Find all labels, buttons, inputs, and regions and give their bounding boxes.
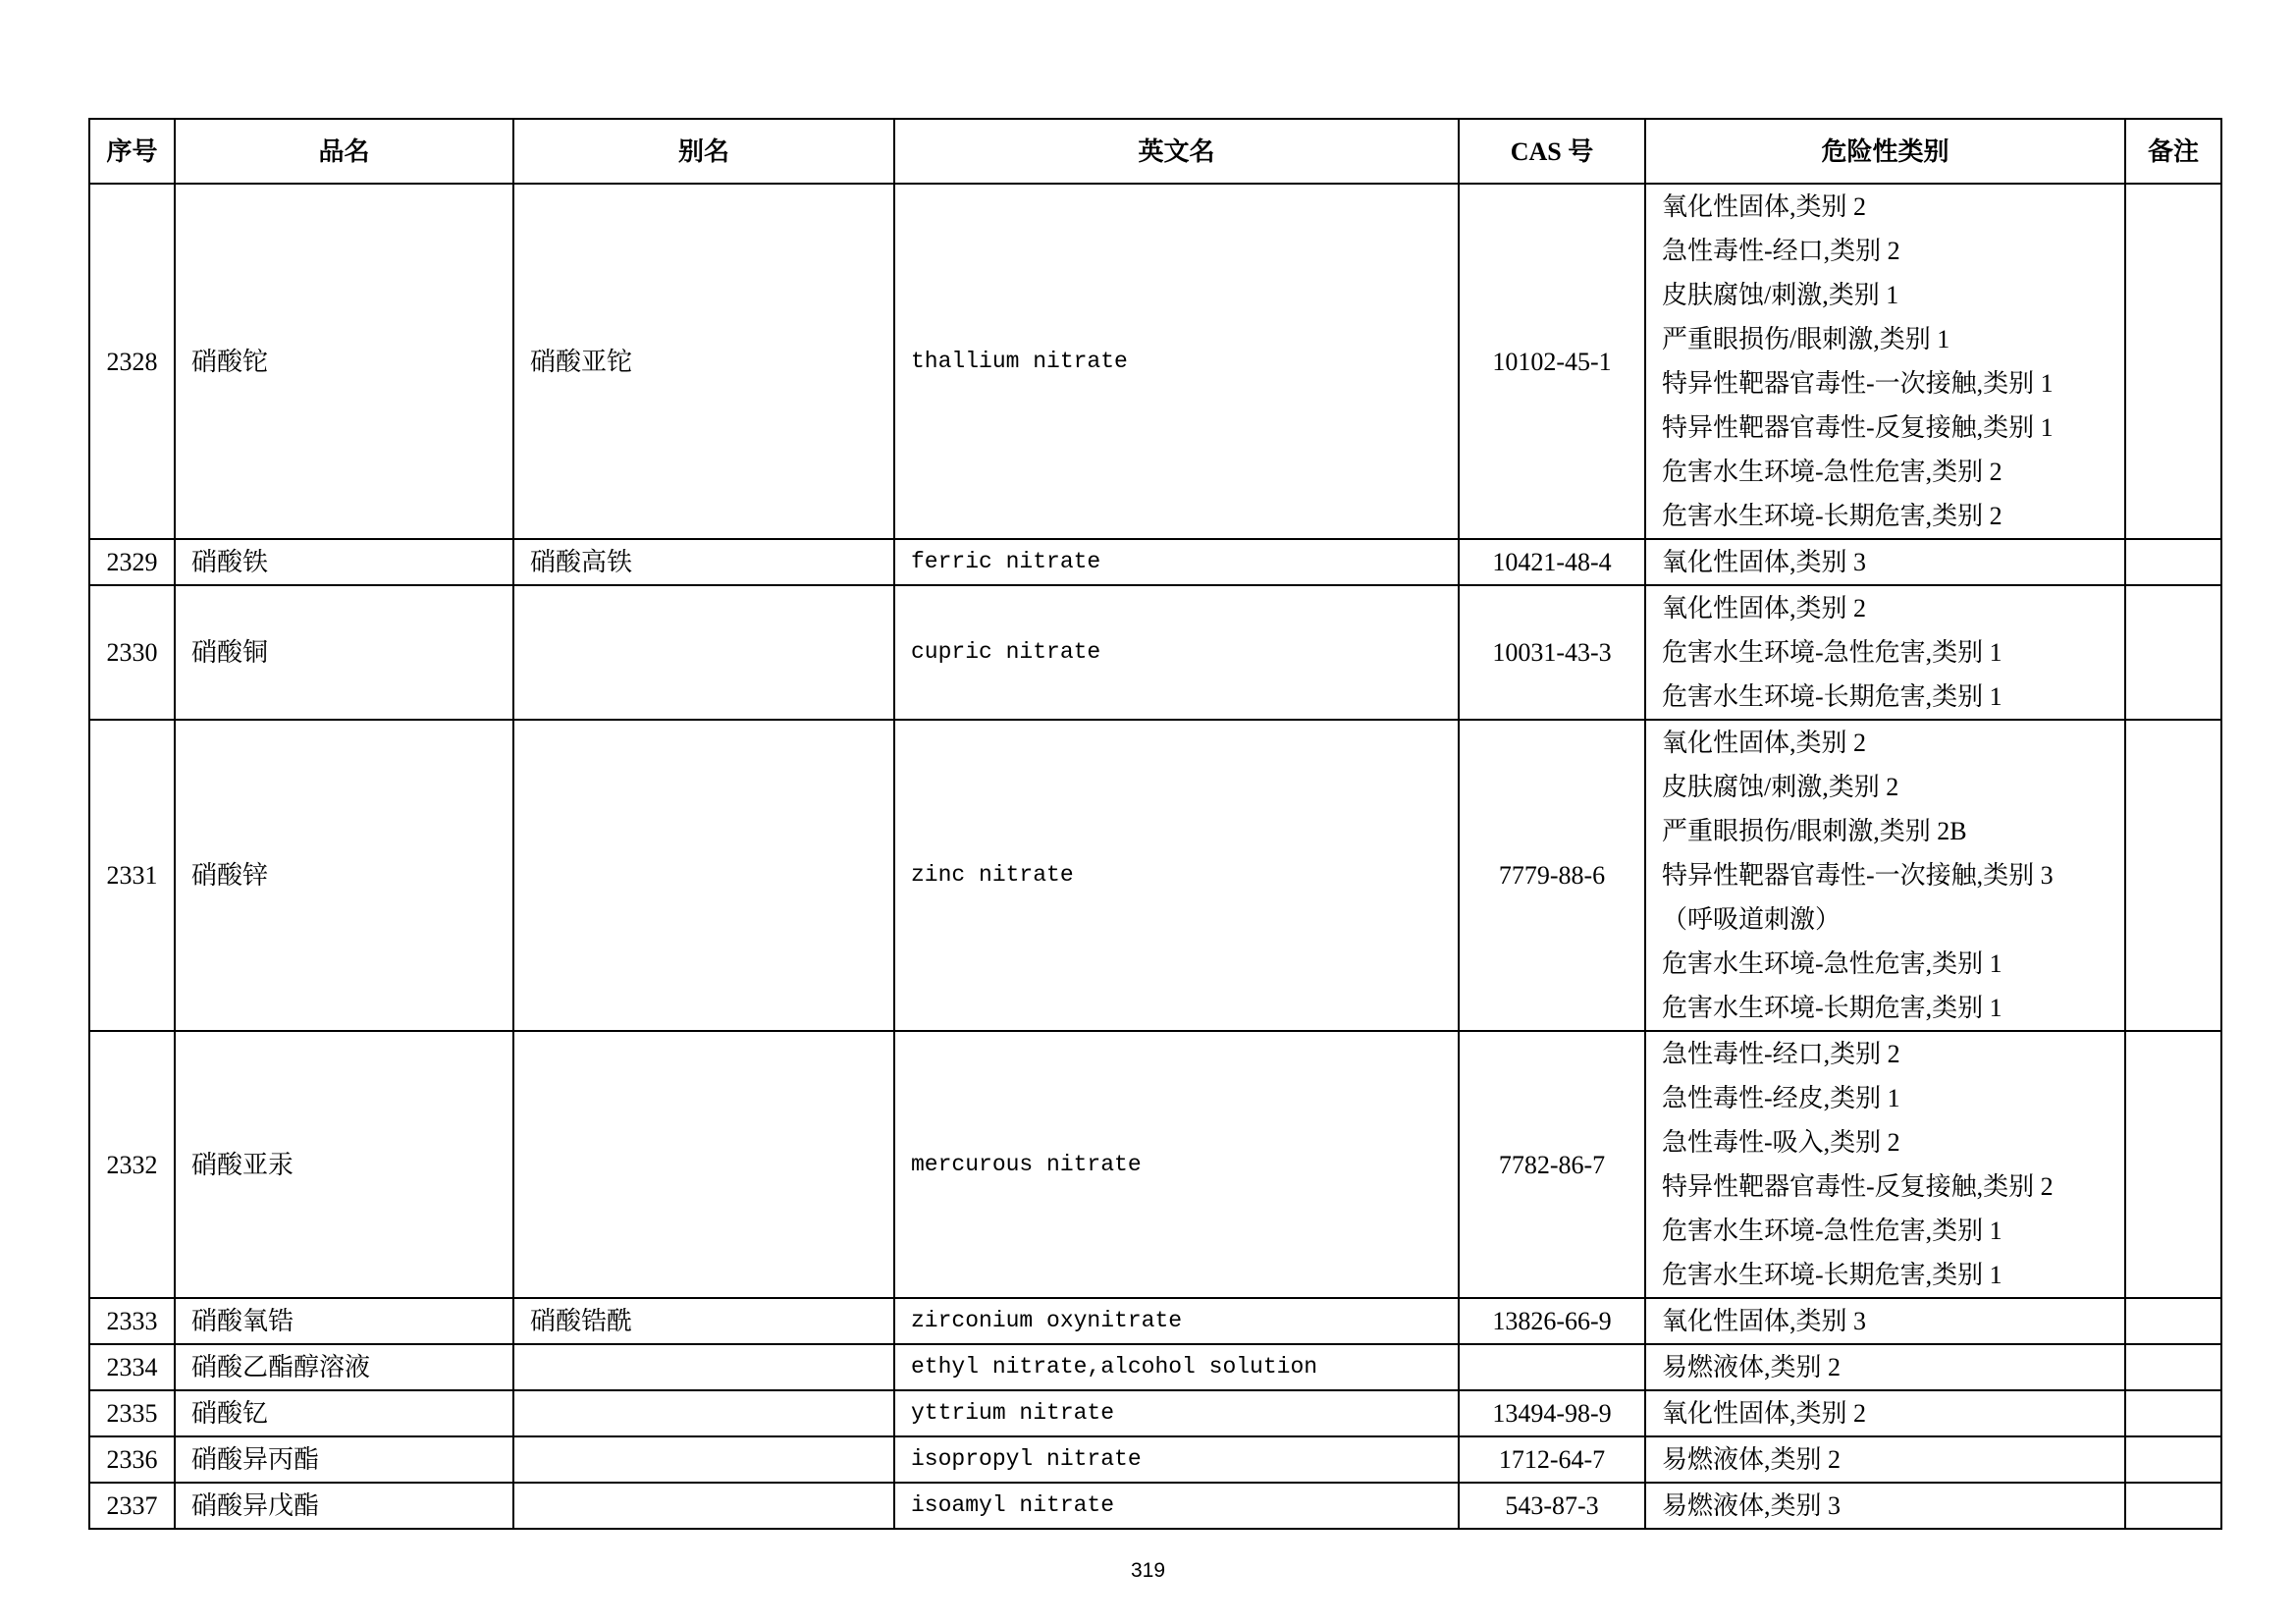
alias-cell <box>513 1436 894 1483</box>
name-cell: 硝酸乙酯醇溶液 <box>175 1344 513 1390</box>
hazard-item: 急性毒性-经口,类别 2 <box>1662 1040 1900 1068</box>
hazard-cell <box>1645 1436 2125 1483</box>
table-row <box>89 1344 2221 1390</box>
alias-cell <box>513 1390 894 1436</box>
hazard-cell <box>1645 585 2125 720</box>
hazard-cell <box>1645 184 2125 539</box>
english-name-cell: isopropyl nitrate <box>894 1436 1459 1483</box>
english-name-cell: ethyl nitrate,alcohol solution <box>894 1344 1459 1390</box>
hazard-item: 易燃液体,类别 3 <box>1662 1491 1842 1520</box>
hazard-cell <box>1645 1390 2125 1436</box>
cas-cell: 543-87-3 <box>1459 1483 1645 1529</box>
remark-cell <box>2125 1344 2221 1390</box>
hazardous-chemicals-table <box>88 118 2222 1530</box>
seq-cell: 2335 <box>89 1390 175 1436</box>
hazard-item: 急性毒性-经口,类别 2 <box>1662 237 1900 265</box>
alias-cell: 硝酸锆酰 <box>513 1298 894 1344</box>
cas-cell: 7782-86-7 <box>1459 1031 1645 1298</box>
header-cas: CAS 号 <box>1459 119 1645 184</box>
remark-cell <box>2125 539 2221 585</box>
name-cell: 硝酸异丙酯 <box>175 1436 513 1483</box>
table-row <box>89 585 2221 720</box>
alias-cell <box>513 585 894 720</box>
hazard-item: 易燃液体,类别 2 <box>1662 1445 1842 1474</box>
alias-cell <box>513 1483 894 1529</box>
table-row <box>89 1031 2221 1298</box>
hazard-item: 氧化性固体,类别 2 <box>1662 1399 1867 1428</box>
remark-cell <box>2125 1483 2221 1529</box>
table-row <box>89 1436 2221 1483</box>
hazard-item: 氧化性固体,类别 2 <box>1662 594 1867 623</box>
hazard-item: 氧化性固体,类别 2 <box>1662 729 1867 757</box>
remark-cell <box>2125 720 2221 1031</box>
table-row <box>89 184 2221 539</box>
hazard-cell <box>1645 1298 2125 1344</box>
hazard-item: 严重眼损伤/眼刺激,类别 2B <box>1662 817 1967 845</box>
hazard-item: 特异性靶器官毒性-一次接触,类别 1 <box>1662 369 2054 398</box>
header-name: 品名 <box>175 119 513 184</box>
remark-cell <box>2125 1298 2221 1344</box>
hazard-item: 危害水生环境-长期危害,类别 1 <box>1662 1261 2002 1289</box>
hazard-item: 危害水生环境-长期危害,类别 1 <box>1662 994 2002 1022</box>
hazard-cell <box>1645 720 2125 1031</box>
cas-cell: 10102-45-1 <box>1459 184 1645 539</box>
english-name-cell: ferric nitrate <box>894 539 1459 585</box>
name-cell: 硝酸铁 <box>175 539 513 585</box>
english-name-cell: zinc nitrate <box>894 720 1459 1031</box>
hazard-item: 危害水生环境-急性危害,类别 1 <box>1662 949 2002 978</box>
name-cell: 硝酸氧锆 <box>175 1298 513 1344</box>
hazard-item: 氧化性固体,类别 2 <box>1662 192 1867 221</box>
seq-cell: 2331 <box>89 720 175 1031</box>
cas-cell: 13826-66-9 <box>1459 1298 1645 1344</box>
header-remark: 备注 <box>2125 119 2221 184</box>
name-cell: 硝酸铜 <box>175 585 513 720</box>
hazard-cell <box>1645 1344 2125 1390</box>
table-row <box>89 1483 2221 1529</box>
cas-cell: 7779-88-6 <box>1459 720 1645 1031</box>
english-name-cell: yttrium nitrate <box>894 1390 1459 1436</box>
english-name-cell: zirconium oxynitrate <box>894 1298 1459 1344</box>
seq-cell: 2337 <box>89 1483 175 1529</box>
hazard-item: 皮肤腐蚀/刺激,类别 2 <box>1662 773 1899 801</box>
name-cell: 硝酸异戊酯 <box>175 1483 513 1529</box>
name-cell: 硝酸钇 <box>175 1390 513 1436</box>
cas-cell: 10421-48-4 <box>1459 539 1645 585</box>
hazard-item: 氧化性固体,类别 3 <box>1662 1307 1867 1335</box>
hazard-item: 危害水生环境-急性危害,类别 1 <box>1662 1217 2002 1245</box>
english-name-cell: thallium nitrate <box>894 184 1459 539</box>
table-row <box>89 1390 2221 1436</box>
remark-cell <box>2125 585 2221 720</box>
header-hazard-class: 危险性类别 <box>1645 119 2125 184</box>
seq-cell: 2332 <box>89 1031 175 1298</box>
cas-cell: 13494-98-9 <box>1459 1390 1645 1436</box>
hazard-item: （呼吸道刺激） <box>1662 905 1842 934</box>
hazard-item: 皮肤腐蚀/刺激,类别 1 <box>1662 281 1899 309</box>
hazard-item: 危害水生环境-长期危害,类别 2 <box>1662 502 2002 530</box>
alias-cell: 硝酸亚铊 <box>513 184 894 539</box>
hazard-item: 易燃液体,类别 2 <box>1662 1353 1842 1381</box>
english-name-cell: mercurous nitrate <box>894 1031 1459 1298</box>
remark-cell <box>2125 1390 2221 1436</box>
name-cell: 硝酸锌 <box>175 720 513 1031</box>
remark-cell <box>2125 1031 2221 1298</box>
hazard-cell <box>1645 1483 2125 1529</box>
table-row <box>89 539 2221 585</box>
english-name-cell: isoamyl nitrate <box>894 1483 1459 1529</box>
alias-cell: 硝酸高铁 <box>513 539 894 585</box>
alias-cell <box>513 1344 894 1390</box>
table-row <box>89 1298 2221 1344</box>
header-english-name: 英文名 <box>894 119 1459 184</box>
seq-cell: 2336 <box>89 1436 175 1483</box>
hazard-item: 特异性靶器官毒性-一次接触,类别 3 <box>1662 861 2054 890</box>
hazard-item: 氧化性固体,类别 3 <box>1662 548 1867 576</box>
hazard-item: 危害水生环境-急性危害,类别 2 <box>1662 458 2002 486</box>
alias-cell <box>513 1031 894 1298</box>
header-row <box>89 119 2221 184</box>
hazard-item: 特异性靶器官毒性-反复接触,类别 1 <box>1662 413 2054 442</box>
header-alias: 别名 <box>513 119 894 184</box>
hazard-cell <box>1645 539 2125 585</box>
table-row <box>89 720 2221 1031</box>
seq-cell: 2330 <box>89 585 175 720</box>
hazard-item: 特异性靶器官毒性-反复接触,类别 2 <box>1662 1172 2054 1201</box>
cas-cell: 10031-43-3 <box>1459 585 1645 720</box>
alias-cell <box>513 720 894 1031</box>
cas-cell: 1712-64-7 <box>1459 1436 1645 1483</box>
hazard-item: 危害水生环境-长期危害,类别 1 <box>1662 682 2002 711</box>
hazard-cell <box>1645 1031 2125 1298</box>
seq-cell: 2334 <box>89 1344 175 1390</box>
name-cell: 硝酸铊 <box>175 184 513 539</box>
seq-cell: 2333 <box>89 1298 175 1344</box>
page-number: 319 <box>1130 1559 1166 1582</box>
hazard-item: 严重眼损伤/眼刺激,类别 1 <box>1662 325 1950 353</box>
remark-cell <box>2125 184 2221 539</box>
header-seq: 序号 <box>89 119 175 184</box>
seq-cell: 2329 <box>89 539 175 585</box>
seq-cell: 2328 <box>89 184 175 539</box>
hazard-item: 急性毒性-经皮,类别 1 <box>1662 1084 1900 1112</box>
cas-cell <box>1459 1344 1645 1390</box>
remark-cell <box>2125 1436 2221 1483</box>
hazard-item: 急性毒性-吸入,类别 2 <box>1662 1128 1900 1157</box>
english-name-cell: cupric nitrate <box>894 585 1459 720</box>
name-cell: 硝酸亚汞 <box>175 1031 513 1298</box>
hazard-item: 危害水生环境-急性危害,类别 1 <box>1662 638 2002 667</box>
